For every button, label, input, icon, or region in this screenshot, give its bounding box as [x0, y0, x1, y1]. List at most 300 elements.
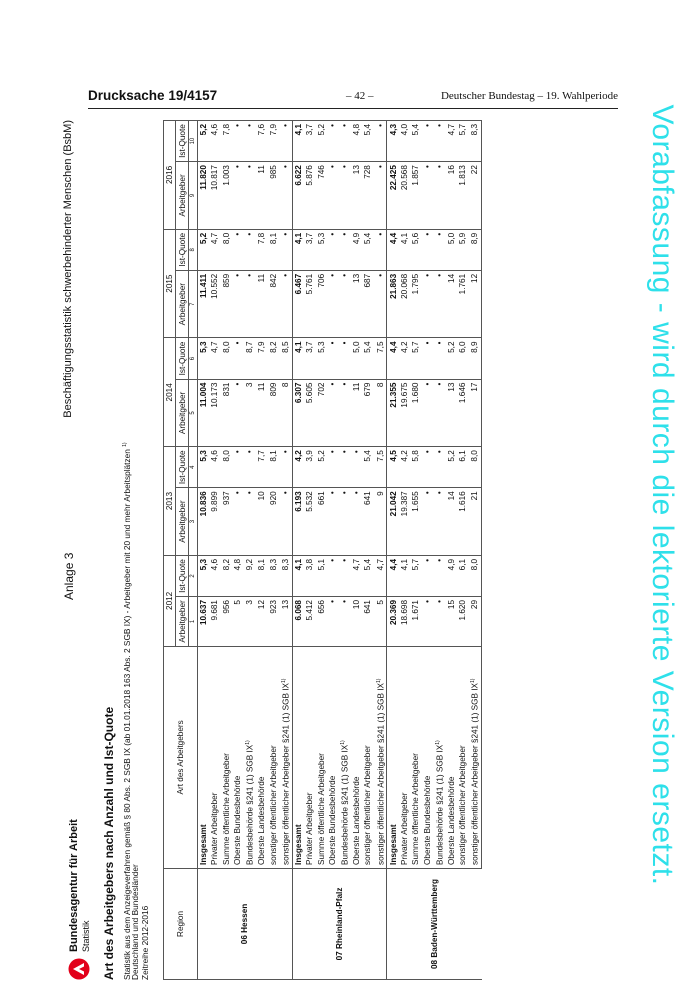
value-cell: 4,2 [399, 447, 410, 488]
value-cell: 6,0 [457, 338, 468, 379]
value-cell: • [422, 555, 433, 596]
header-employer-count: Arbeitgeber [176, 270, 188, 338]
value-cell: 8,1 [256, 555, 267, 596]
header-year: 2015 [164, 229, 176, 338]
header-employer-type: Art des Arbeitgebers [164, 646, 198, 868]
value-cell: 12 [256, 597, 267, 647]
value-cell: • [422, 379, 433, 447]
header-column-index: 8 [188, 229, 197, 270]
value-cell: • [327, 338, 338, 379]
region-cell: 08 Baden-Württemberg [387, 868, 482, 979]
value-cell: 5,7 [410, 555, 421, 596]
region-cell: 07 Rheinland-Pfalz [292, 868, 387, 979]
header-employer-count: Arbeitgeber [176, 379, 188, 447]
value-cell: 8,1 [267, 447, 278, 488]
value-cell: 3,7 [304, 121, 315, 162]
subtitle-line-2: Deutschland und Bundesländer [130, 864, 140, 980]
header-quote: Ist-Quote [176, 338, 188, 379]
value-cell: 5,2 [315, 121, 326, 162]
value-cell: 5.876 [304, 162, 315, 230]
table-row [374, 121, 387, 980]
value-cell: 8,9 [468, 229, 481, 270]
value-cell: 12 [468, 270, 481, 338]
value-cell: 1.857 [410, 162, 421, 230]
value-cell: 5,3 [197, 555, 209, 596]
table-row [232, 121, 243, 980]
value-cell: • [422, 488, 433, 556]
value-cell: 3,7 [304, 338, 315, 379]
value-cell: 11 [256, 162, 267, 230]
value-cell: • [351, 488, 362, 556]
value-cell: 1.003 [221, 162, 232, 230]
value-cell: 4,4 [387, 229, 399, 270]
value-cell: 923 [267, 597, 278, 647]
value-cell: 679 [362, 379, 373, 447]
value-cell: 8,0 [221, 229, 232, 270]
value-cell: 6.622 [292, 162, 304, 230]
table-row [410, 121, 421, 980]
employer-type-cell: Bundesbehörde §241 (1) SGB IX$^{1)}$ [243, 646, 256, 868]
value-cell: 706 [315, 270, 326, 338]
header-column-index: 5 [188, 379, 197, 447]
header-year: 2013 [164, 447, 176, 556]
employer-type-cell: Summe öffentliche Arbeitgeber [315, 646, 326, 868]
value-cell: • [351, 447, 362, 488]
value-cell: 4,2 [399, 338, 410, 379]
value-cell: 7,8 [256, 229, 267, 270]
value-cell: • [279, 121, 292, 162]
value-cell: 4,1 [292, 338, 304, 379]
value-cell: 7,5 [374, 338, 387, 379]
value-cell: 6.068 [292, 597, 304, 647]
employer-type-cell: sonstiger öffentlicher Arbeitgeber [267, 646, 278, 868]
employer-type-cell: Bundesbehörde §241 (1) SGB IX$^{1)}$ [338, 646, 351, 868]
agency-subtitle: Statistik [81, 920, 91, 952]
header-column-index: 2 [188, 555, 197, 596]
header-column-index: 9 [188, 162, 197, 230]
value-cell: 8,2 [221, 555, 232, 596]
value-cell: • [422, 447, 433, 488]
subtitle-line-3: Zeitreihe 2012-2016 [140, 905, 150, 980]
value-cell: 3,7 [304, 229, 315, 270]
value-cell: 22 [468, 162, 481, 230]
value-cell: 21.355 [387, 379, 399, 447]
employer-type-cell: sonstiger öffentlicher Arbeitgeber §241 (1) SGB IX$^{1)}$ [374, 646, 387, 868]
value-cell: 5,2 [315, 447, 326, 488]
value-cell: 920 [267, 488, 278, 556]
value-cell: 11 [256, 270, 267, 338]
value-cell: 3 [243, 597, 256, 647]
value-cell: 8,7 [243, 338, 256, 379]
value-cell: 4,1 [292, 555, 304, 596]
value-cell: 5,3 [197, 447, 209, 488]
value-cell: 831 [221, 379, 232, 447]
value-cell: 6.467 [292, 270, 304, 338]
value-cell: 6.193 [292, 488, 304, 556]
header-quote: Ist-Quote [176, 447, 188, 488]
value-cell: 5,4 [362, 229, 373, 270]
table-row [362, 121, 373, 980]
table-row [422, 121, 433, 980]
value-cell: 6,1 [457, 447, 468, 488]
value-cell: • [433, 162, 446, 230]
value-cell: • [338, 338, 351, 379]
value-cell: 5,0 [446, 229, 457, 270]
value-cell: • [279, 447, 292, 488]
value-cell: 13 [351, 270, 362, 338]
value-cell: 3,9 [304, 447, 315, 488]
value-cell: 1.680 [410, 379, 421, 447]
value-cell: 5.532 [304, 488, 315, 556]
value-cell: 5,4 [362, 121, 373, 162]
value-cell: • [279, 488, 292, 556]
value-cell: • [232, 338, 243, 379]
value-cell: 10.836 [197, 488, 209, 556]
employer-type-cell: Oberste Landesbehörde [446, 646, 457, 868]
value-cell: 5,2 [197, 229, 209, 270]
value-cell: 8 [374, 379, 387, 447]
value-cell: 13 [351, 162, 362, 230]
table-row [351, 121, 362, 980]
table-row [399, 121, 410, 980]
value-cell: 4,7 [374, 555, 387, 596]
value-cell: 5,6 [410, 229, 421, 270]
table-title: Art des Arbeitgebers nach Anzahl und Ist-Quote [102, 706, 116, 980]
value-cell: 13 [279, 597, 292, 647]
employer-quota-table [163, 120, 482, 980]
value-cell: 6.307 [292, 379, 304, 447]
value-cell: 11 [256, 379, 267, 447]
value-cell: • [338, 162, 351, 230]
value-cell: • [422, 338, 433, 379]
value-cell: 4,8 [232, 555, 243, 596]
header-column-index: 10 [188, 121, 197, 162]
header-quote: Ist-Quote [176, 555, 188, 596]
value-cell: 5.412 [304, 597, 315, 647]
value-cell: 5,7 [410, 338, 421, 379]
value-cell: • [338, 447, 351, 488]
employer-type-cell: Summe öffentliche Arbeitgeber [410, 646, 421, 868]
employer-type-cell: Bundesbehörde §241 (1) SGB IX$^{1)}$ [433, 646, 446, 868]
table-row [446, 121, 457, 980]
value-cell: 4,6 [209, 447, 220, 488]
value-cell: 5,0 [351, 338, 362, 379]
value-cell: • [232, 162, 243, 230]
value-cell: 1.671 [410, 597, 421, 647]
employer-type-cell: Insgesamt [292, 646, 304, 868]
value-cell: 5.605 [304, 379, 315, 447]
value-cell: 1.813 [457, 162, 468, 230]
value-cell: • [338, 555, 351, 596]
value-cell: 4,1 [399, 229, 410, 270]
value-cell: 4,9 [351, 229, 362, 270]
value-cell: • [374, 162, 387, 230]
value-cell: 7,8 [221, 121, 232, 162]
table-row [279, 121, 292, 980]
value-cell: 8,0 [468, 555, 481, 596]
header-year: 2014 [164, 338, 176, 447]
value-cell: 1.616 [457, 488, 468, 556]
employer-type-cell: Insgesamt [197, 646, 209, 868]
value-cell: • [279, 229, 292, 270]
value-cell: • [327, 270, 338, 338]
value-cell: • [433, 121, 446, 162]
value-cell: 3 [243, 379, 256, 447]
table-row [243, 121, 256, 980]
value-cell: 8,1 [267, 229, 278, 270]
table-row [304, 121, 315, 980]
value-cell: 8,3 [468, 121, 481, 162]
page-number: – 42 – [346, 90, 374, 102]
annex-label: Anlage 3 [62, 552, 76, 600]
employer-type-cell: Privater Arbeitgeber [209, 646, 220, 868]
value-cell: 14 [446, 488, 457, 556]
employer-type-cell: sonstiger öffentlicher Arbeitgeber §241 (1) SGB IX$^{1)}$ [468, 646, 481, 868]
header-employer-count: Arbeitgeber [176, 597, 188, 647]
value-cell: 8,2 [267, 338, 278, 379]
header-employer-count: Arbeitgeber [176, 162, 188, 230]
header-column-index: 6 [188, 338, 197, 379]
value-cell: 5,4 [410, 121, 421, 162]
value-cell: 7,6 [256, 121, 267, 162]
value-cell: 4,6 [209, 555, 220, 596]
value-cell: 19.675 [399, 379, 410, 447]
value-cell: • [232, 447, 243, 488]
table-row [197, 121, 209, 980]
employer-type-cell: Privater Arbeitgeber [399, 646, 410, 868]
value-cell: 5 [232, 597, 243, 647]
agency-name: Bundesagentur für Arbeit [68, 819, 80, 952]
value-cell: 956 [221, 597, 232, 647]
value-cell: • [243, 447, 256, 488]
value-cell: • [279, 270, 292, 338]
value-cell: 661 [315, 488, 326, 556]
value-cell: • [243, 270, 256, 338]
value-cell: 656 [315, 597, 326, 647]
value-cell: 21 [468, 488, 481, 556]
value-cell: 10.637 [197, 597, 209, 647]
value-cell: 985 [267, 162, 278, 230]
value-cell: • [433, 338, 446, 379]
value-cell: 8,0 [221, 447, 232, 488]
value-cell: 20.068 [399, 270, 410, 338]
value-cell: • [338, 597, 351, 647]
value-cell: 4,7 [446, 121, 457, 162]
value-cell: 18.698 [399, 597, 410, 647]
value-cell: • [232, 488, 243, 556]
statistics-name: Beschäftigungsstatistik schwerbehinderter Menschen (BsbM) [62, 120, 74, 418]
value-cell: • [422, 121, 433, 162]
header-year: 2016 [164, 121, 176, 230]
employer-type-cell: Summe öffentliche Arbeitgeber [221, 646, 232, 868]
value-cell: 842 [267, 270, 278, 338]
value-cell: 4,2 [292, 447, 304, 488]
table-row [468, 121, 481, 980]
value-cell: 641 [362, 488, 373, 556]
value-cell: 1.761 [457, 270, 468, 338]
header-employer-count: Arbeitgeber [176, 488, 188, 556]
employer-type-cell: Privater Arbeitgeber [304, 646, 315, 868]
value-cell: • [338, 229, 351, 270]
header-year: 2012 [164, 555, 176, 646]
value-cell: 10 [256, 488, 267, 556]
value-cell: • [338, 379, 351, 447]
value-cell: • [327, 555, 338, 596]
value-cell: 5,1 [315, 555, 326, 596]
value-cell: • [327, 162, 338, 230]
employer-type-cell: Insgesamt [387, 646, 399, 868]
value-cell: • [433, 229, 446, 270]
agency-logo-icon [68, 958, 90, 980]
value-cell: • [327, 597, 338, 647]
header-column-index: 3 [188, 488, 197, 556]
value-cell: 8,0 [221, 338, 232, 379]
header-quote: Ist-Quote [176, 229, 188, 270]
value-cell: • [338, 270, 351, 338]
value-cell: 6,1 [457, 555, 468, 596]
value-cell: 8 [279, 379, 292, 447]
value-cell: 8,5 [279, 338, 292, 379]
value-cell: • [232, 270, 243, 338]
value-cell: • [374, 229, 387, 270]
value-cell: • [433, 555, 446, 596]
value-cell: • [243, 121, 256, 162]
table-row [315, 121, 326, 980]
value-cell: 11.411 [197, 270, 209, 338]
value-cell: 9.899 [209, 488, 220, 556]
value-cell: • [327, 488, 338, 556]
value-cell: 5,4 [362, 447, 373, 488]
value-cell: 4,4 [387, 338, 399, 379]
value-cell: • [422, 229, 433, 270]
employer-type-cell: sonstiger öffentlicher Arbeitgeber [362, 646, 373, 868]
rotated-annex-page [60, 120, 560, 980]
subtitle-line-1: Statistik aus dem Anzeigeverfahren gemäß § 80 Abs. 2 SGB IX (ab 01.01.2018 163 Abs. 2 SGB IX) - Arbeitgeber mit 20 und mehr Arbeitsplätzen $^{1)}$ [121, 442, 132, 980]
value-cell: 5,2 [446, 338, 457, 379]
table-row [433, 121, 446, 980]
value-cell: • [422, 162, 433, 230]
value-cell: 9,2 [243, 555, 256, 596]
value-cell: • [433, 270, 446, 338]
value-cell: 11 [351, 379, 362, 447]
value-cell: 702 [315, 379, 326, 447]
value-cell: 4,0 [399, 121, 410, 162]
value-cell: 16 [446, 162, 457, 230]
value-cell: • [327, 447, 338, 488]
value-cell: 4,3 [387, 121, 399, 162]
value-cell: 22.425 [387, 162, 399, 230]
value-cell: • [327, 229, 338, 270]
header-region: Region [164, 868, 198, 979]
value-cell: 11.004 [197, 379, 209, 447]
parliament-label: Deutscher Bundestag – 19. Wahlperiode [440, 90, 618, 102]
value-cell: 10.173 [209, 379, 220, 447]
value-cell: • [327, 379, 338, 447]
value-cell: • [232, 121, 243, 162]
value-cell: 5,4 [362, 555, 373, 596]
employer-type-cell: Oberste Bundesbehörde [422, 646, 433, 868]
table-row [327, 121, 338, 980]
value-cell: 5 [374, 597, 387, 647]
value-cell: • [338, 488, 351, 556]
value-cell: 8,3 [267, 555, 278, 596]
value-cell: 746 [315, 162, 326, 230]
value-cell: 7,9 [256, 338, 267, 379]
value-cell: 5,2 [446, 447, 457, 488]
value-cell: 4,4 [387, 555, 399, 596]
value-cell: 5.761 [304, 270, 315, 338]
value-cell: 728 [362, 162, 373, 230]
value-cell: 7,5 [374, 447, 387, 488]
value-cell: • [433, 447, 446, 488]
value-cell: 4,1 [399, 555, 410, 596]
value-cell: 7,7 [256, 447, 267, 488]
value-cell: 937 [221, 488, 232, 556]
employer-type-cell: Oberste Landesbehörde [256, 646, 267, 868]
value-cell: • [422, 270, 433, 338]
value-cell: 19.387 [399, 488, 410, 556]
header-column-index: 7 [188, 270, 197, 338]
value-cell: 21.863 [387, 270, 399, 338]
value-cell: 4,1 [292, 229, 304, 270]
value-cell: 5,3 [315, 338, 326, 379]
value-cell: 5,8 [410, 447, 421, 488]
value-cell: 14 [446, 270, 457, 338]
value-cell: 10.817 [209, 162, 220, 230]
value-cell: 4,5 [387, 447, 399, 488]
table-row [256, 121, 267, 980]
header-column-index: 4 [188, 447, 197, 488]
value-cell: 13 [446, 379, 457, 447]
value-cell: • [243, 162, 256, 230]
value-cell: 5,2 [197, 121, 209, 162]
value-cell: • [279, 162, 292, 230]
value-cell: 5,4 [362, 338, 373, 379]
table-row [221, 121, 232, 980]
value-cell: 5,9 [457, 229, 468, 270]
employer-type-cell: sonstiger öffentlicher Arbeitgeber [457, 646, 468, 868]
value-cell: 20.369 [387, 597, 399, 647]
value-cell: 8,9 [468, 338, 481, 379]
table-row [387, 121, 399, 980]
value-cell: 641 [362, 597, 373, 647]
value-cell: 9 [374, 488, 387, 556]
employer-type-cell: Oberste Bundesbehörde [232, 646, 243, 868]
value-cell: 1.620 [457, 597, 468, 647]
value-cell: 4,9 [446, 555, 457, 596]
value-cell: 4,7 [209, 229, 220, 270]
region-cell: 06 Hessen [197, 868, 292, 979]
value-cell: 4,7 [351, 555, 362, 596]
value-cell: 809 [267, 379, 278, 447]
page-header [88, 86, 618, 109]
value-cell: 1.655 [410, 488, 421, 556]
value-cell: 1.795 [410, 270, 421, 338]
employer-type-cell: Oberste Landesbehörde [351, 646, 362, 868]
value-cell: • [433, 488, 446, 556]
header-quote: Ist-Quote [176, 121, 188, 162]
table-row [292, 121, 304, 980]
value-cell: 1.646 [457, 379, 468, 447]
table-row [267, 121, 278, 980]
value-cell: 687 [362, 270, 373, 338]
draft-watermark: Vorabfassung - wird durch die lektorierte Version ersetzt. [646, 104, 679, 886]
value-cell: 859 [221, 270, 232, 338]
value-cell: • [433, 597, 446, 647]
value-cell: 8,3 [279, 555, 292, 596]
employer-type-cell: sonstiger öffentlicher Arbeitgeber §241 (1) SGB IX$^{1)}$ [279, 646, 292, 868]
value-cell: 20.568 [399, 162, 410, 230]
